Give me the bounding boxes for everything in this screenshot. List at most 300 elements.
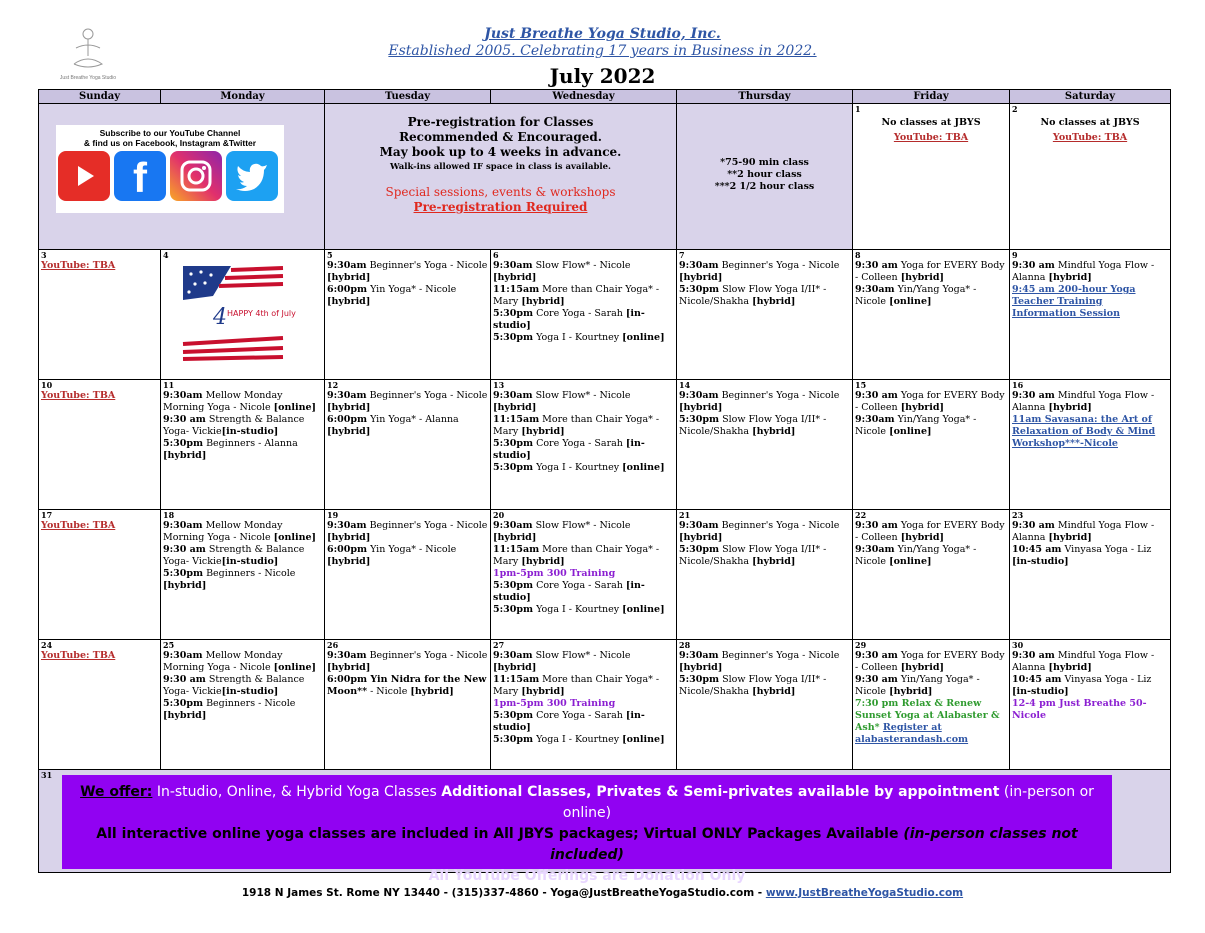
calendar-week-1 xyxy=(39,104,1171,250)
class-entry xyxy=(327,674,488,698)
class-time: 9:30am xyxy=(855,544,895,555)
class-entry xyxy=(493,568,674,580)
class-mode: [hybrid] xyxy=(163,450,207,461)
class-mode: [hybrid] xyxy=(493,272,537,283)
day-cell-20 xyxy=(491,510,677,640)
class-time: 9:30am xyxy=(679,520,719,531)
day-number: 3 xyxy=(41,250,47,260)
weekday-friday: Friday xyxy=(853,90,1010,104)
youtube-link[interactable]: YouTube: TBA xyxy=(1052,132,1128,143)
day-number: 2 xyxy=(1012,104,1018,114)
class-name: Mellow Monday Morning Yoga - Nicole xyxy=(163,520,283,543)
weekday-tuesday: Tuesday xyxy=(325,90,491,104)
class-mode: [hybrid] xyxy=(752,296,796,307)
calendar-week-3 xyxy=(39,380,1171,510)
class-name: Beginner's Yoga - Nicole xyxy=(718,520,840,531)
class-entry xyxy=(855,284,1007,308)
class-time: 5:30pm xyxy=(679,674,720,685)
july-4th-image xyxy=(183,266,296,361)
class-mode: [hybrid] xyxy=(327,556,371,567)
class-entry xyxy=(493,390,674,414)
class-mode: [in-studio] xyxy=(221,686,279,697)
class-entry xyxy=(493,580,674,604)
class-name: Yoga I - Kourtney xyxy=(533,462,623,473)
class-name: Vinyasa Yoga - Liz xyxy=(1061,544,1152,555)
class-mode: [hybrid] xyxy=(1048,272,1092,283)
social-text xyxy=(56,125,284,148)
day-cell-15 xyxy=(853,380,1010,510)
class-time: 10:45 am xyxy=(1012,674,1062,685)
day-cell-25 xyxy=(161,640,325,770)
class-name: Mellow Monday Morning Yoga - Nicole xyxy=(163,650,283,673)
class-name: Yin/Yang Yoga* - Nicole xyxy=(855,544,977,567)
class-name: Mindful Yoga Flow - Alanna xyxy=(1012,260,1155,283)
offer-line-3 xyxy=(62,866,1112,887)
class-name: Yoga I - Kourtney xyxy=(533,332,623,343)
day-number: 31 xyxy=(41,770,53,780)
day-cell-4 xyxy=(161,250,325,380)
class-time: 9:30am xyxy=(163,520,203,531)
class-entry xyxy=(493,710,674,734)
class-mode: [online] xyxy=(622,604,665,615)
youtube-link[interactable]: YouTube: TBA xyxy=(893,132,969,143)
day-cell-9 xyxy=(1010,250,1171,380)
day-cell-17 xyxy=(39,510,161,640)
class-mode: [in-studio] xyxy=(1012,686,1069,697)
class-name: Vinyasa Yoga - Liz xyxy=(1061,674,1152,685)
day-number: 6 xyxy=(493,250,499,260)
class-name: Beginner's Yoga - Nicole xyxy=(718,650,840,661)
class-mode: [in-studio] xyxy=(493,308,645,331)
legend-cell xyxy=(677,104,853,250)
class-mode: [in-studio] xyxy=(493,710,645,733)
special-event: 7:30 pm Relax & Renew Sunset Yoga at Alabaster & Ash* xyxy=(855,698,1000,733)
special-training: 1pm-5pm 300 Training xyxy=(493,568,616,579)
class-time: 9:30 am xyxy=(855,390,898,401)
class-entry xyxy=(1012,260,1168,284)
class-time: 9:30am xyxy=(327,260,367,271)
day-cell-6 xyxy=(491,250,677,380)
class-mode: [online] xyxy=(889,556,932,567)
offer-packages: All interactive online yoga classes are included in All JBYS packages; Virtual ONLY Packages Available xyxy=(96,826,904,842)
offer-in-person-online: (in-person or online) xyxy=(562,784,1094,821)
day-cell-24 xyxy=(39,640,161,770)
calendar-week-4 xyxy=(39,510,1171,640)
youtube-link[interactable]: YouTube: TBA xyxy=(41,260,116,271)
class-entry xyxy=(855,414,1007,438)
day-number: 23 xyxy=(1012,510,1024,520)
day-number: 7 xyxy=(679,250,685,260)
class-name: More than Chair Yoga* - Mary xyxy=(493,674,660,697)
day-cell-7 xyxy=(677,250,853,380)
youtube-link[interactable]: YouTube: TBA xyxy=(41,390,116,401)
class-entry xyxy=(163,650,322,674)
class-time: 11:15am xyxy=(493,414,540,425)
svg-text:4: 4 xyxy=(213,305,227,330)
event-link[interactable]: 9:45 am 200-hour Yoga Teacher Training Information Session xyxy=(1012,284,1136,319)
prereg-cell xyxy=(325,104,677,250)
class-entry xyxy=(855,544,1007,568)
class-entry xyxy=(1012,520,1168,544)
class-time: 5:30pm xyxy=(163,438,204,449)
day-number: 20 xyxy=(493,510,505,520)
day-cell-19 xyxy=(325,510,491,640)
class-time: 10:45 am xyxy=(1012,544,1062,555)
class-mode: [hybrid] xyxy=(493,662,537,673)
day-cell-12 xyxy=(325,380,491,510)
class-entry xyxy=(327,414,488,438)
class-entry xyxy=(855,520,1007,544)
page-header xyxy=(0,0,1205,90)
class-mode: [hybrid] xyxy=(327,272,371,283)
class-name: Slow Flow* - Nicole xyxy=(532,390,631,401)
class-entry xyxy=(1012,674,1168,698)
class-time: 5:30pm xyxy=(679,544,720,555)
day-number: 16 xyxy=(1012,380,1024,390)
class-entry xyxy=(855,650,1007,674)
class-mode: [online] xyxy=(622,332,665,343)
class-entry xyxy=(493,332,674,344)
class-time: 6:00pm xyxy=(327,544,368,555)
day-cell-31 xyxy=(39,770,1171,884)
day-number: 12 xyxy=(327,380,339,390)
class-mode: [hybrid] xyxy=(493,402,537,413)
weekday-sunday: Sunday xyxy=(39,90,161,104)
weekday-header-row xyxy=(39,90,1171,104)
class-time: 9:30am xyxy=(163,390,203,401)
class-time: 9:30 am xyxy=(163,544,206,555)
day-cell-2 xyxy=(1010,104,1171,250)
class-mode: [in-studio] xyxy=(1012,556,1069,567)
class-mode: [hybrid] xyxy=(521,426,565,437)
class-entry xyxy=(163,568,322,592)
day-number: 14 xyxy=(679,380,691,390)
weekday-saturday: Saturday xyxy=(1010,90,1171,104)
class-mode: [hybrid] xyxy=(1048,532,1092,543)
class-entry xyxy=(1012,650,1168,674)
day-number: 15 xyxy=(855,380,867,390)
class-name: Yoga for EVERY Body - Colleen xyxy=(855,650,1005,673)
class-name: Yoga I - Kourtney xyxy=(533,734,623,745)
class-time: 9:30am xyxy=(493,650,533,661)
class-name: Beginner's Yoga - Nicole xyxy=(366,260,488,271)
class-name: Strength & Balance Yoga- Vickie xyxy=(163,674,305,697)
facebook-icon[interactable] xyxy=(114,151,166,201)
class-name: More than Chair Yoga* - Mary xyxy=(493,284,660,307)
class-entry xyxy=(493,734,674,746)
org-name[interactable]: Just Breathe Yoga Studio, Inc. xyxy=(484,26,721,42)
org-tagline[interactable]: Established 2005. Celebrating 17 years in Business in 2022. xyxy=(388,43,817,59)
prereg-line-5: Special sessions, events & workshops xyxy=(385,185,616,199)
day-cell-28 xyxy=(677,640,853,770)
class-mode: [hybrid] xyxy=(900,402,945,413)
social-line-2: & find us on Facebook, Instagram &Twitter xyxy=(83,138,257,148)
class-mode: [hybrid] xyxy=(679,272,723,283)
class-entry xyxy=(493,544,674,568)
class-entry xyxy=(493,674,674,698)
class-time: 9:30am xyxy=(855,284,895,295)
class-time: 9:30 am xyxy=(1012,520,1055,531)
month-title: July 2022 xyxy=(549,64,656,88)
calendar-grid xyxy=(38,89,1171,884)
calendar-weeks xyxy=(39,250,1171,770)
day-number: 25 xyxy=(163,640,175,650)
class-mode: [hybrid] xyxy=(900,662,945,673)
class-time: 11:15am xyxy=(493,544,540,555)
class-name: Yin Yoga* - Alanna xyxy=(367,414,459,425)
class-time: 11:15am xyxy=(493,284,540,295)
class-entry xyxy=(493,698,674,710)
class-name: More than Chair Yoga* - Mary xyxy=(493,414,660,437)
special-training: 1pm-5pm 300 Training xyxy=(493,698,616,709)
class-name: Strength & Balance Yoga- Vickie xyxy=(163,544,305,567)
class-time: 5:30pm xyxy=(493,438,534,449)
class-mode: [hybrid] xyxy=(327,532,371,543)
class-mode: [hybrid] xyxy=(163,710,207,721)
day-cell-27 xyxy=(491,640,677,770)
class-entry xyxy=(679,544,850,568)
class-mode: [hybrid] xyxy=(1048,662,1092,673)
day-cell-11 xyxy=(161,380,325,510)
class-name: Yoga for EVERY Body - Colleen xyxy=(855,520,1005,543)
class-mode: [hybrid] xyxy=(679,402,723,413)
youtube-icon[interactable] xyxy=(58,151,110,201)
duration-legend xyxy=(679,105,850,193)
class-entry xyxy=(855,674,1007,698)
day-number: 29 xyxy=(855,640,867,650)
class-mode: [online] xyxy=(273,532,317,543)
class-time: 5:30pm xyxy=(493,710,534,721)
class-mode: [in-studio] xyxy=(221,426,279,437)
class-name: Mindful Yoga Flow - Alanna xyxy=(1012,390,1155,413)
day-number: 13 xyxy=(493,380,505,390)
day-cell-8 xyxy=(853,250,1010,380)
class-entry xyxy=(163,390,322,414)
social-cell xyxy=(39,104,325,250)
day-number: 30 xyxy=(1012,640,1024,650)
prereg-notice xyxy=(327,105,674,215)
class-name: Slow Flow* - Nicole xyxy=(532,650,631,661)
class-time: 9:30am xyxy=(327,390,367,401)
calendar-week-2 xyxy=(39,250,1171,380)
youtube-link[interactable]: YouTube: TBA xyxy=(41,520,116,531)
day-cell-3 xyxy=(39,250,161,380)
class-time: 11:15am xyxy=(493,674,540,685)
class-entry xyxy=(679,390,850,414)
youtube-link[interactable]: YouTube: TBA xyxy=(41,650,116,661)
legend-line-3: ***2 1/2 hour class xyxy=(714,181,815,192)
class-mode: [hybrid] xyxy=(679,532,723,543)
offer-banner xyxy=(62,775,1112,884)
prereg-line-1: Pre-registration for Classes xyxy=(407,115,594,129)
calendar-week-5 xyxy=(39,640,1171,770)
class-entry xyxy=(327,544,488,568)
class-entry xyxy=(679,520,850,544)
calendar-last-row xyxy=(39,770,1171,873)
footer-contact: 1918 N James St. Rome NY 13440 - (315)337-4860 - Yoga@JustBreatheYogaStudio.com - xyxy=(241,887,766,899)
class-time: 9:30am xyxy=(679,650,719,661)
instagram-icon[interactable] xyxy=(170,151,222,201)
class-entry xyxy=(679,414,850,438)
day-cell-16 xyxy=(1010,380,1171,510)
day-number: 5 xyxy=(327,250,333,260)
class-entry xyxy=(163,520,322,544)
class-mode: [hybrid] xyxy=(521,296,565,307)
class-entry xyxy=(855,390,1007,414)
class-mode: [online] xyxy=(889,426,932,437)
class-mode: [hybrid] xyxy=(327,662,371,673)
class-mode: [hybrid] xyxy=(410,686,454,697)
class-mode: [in-studio] xyxy=(493,438,645,461)
class-mode: [in-studio] xyxy=(493,580,645,603)
day-number: 28 xyxy=(679,640,691,650)
class-time: 5:30pm xyxy=(493,734,534,745)
day-number: 1 xyxy=(855,104,861,114)
july4-caption: HAPPY 4th of July xyxy=(227,309,296,318)
class-mode: [hybrid] xyxy=(900,272,945,283)
day-cell-5 xyxy=(325,250,491,380)
svg-text:f: f xyxy=(133,154,147,201)
class-entry xyxy=(493,462,674,474)
class-name: Mellow Monday Morning Yoga - Nicole xyxy=(163,390,283,413)
class-entry xyxy=(493,308,674,332)
day-cell-30 xyxy=(1010,640,1171,770)
event-link[interactable]: Register at alabasterandash.com xyxy=(855,722,969,745)
class-name: Yoga for EVERY Body - Colleen xyxy=(855,390,1005,413)
class-time: 9:30 am xyxy=(855,674,898,685)
class-entry xyxy=(327,520,488,544)
day-cell-22 xyxy=(853,510,1010,640)
class-mode: [hybrid] xyxy=(900,532,945,543)
class-time: 9:30am xyxy=(327,650,367,661)
class-time: 5:30pm xyxy=(493,308,534,319)
day-cell-14 xyxy=(677,380,853,510)
class-entry xyxy=(327,260,488,284)
class-name: Core Yoga - Sarah xyxy=(533,438,626,449)
class-entry xyxy=(163,544,322,568)
day-cell-10 xyxy=(39,380,161,510)
class-entry xyxy=(493,520,674,544)
class-name: Yin Yoga* - Nicole xyxy=(367,544,457,555)
prereg-line-3: May book up to 4 weeks in advance. xyxy=(379,145,622,159)
class-name: Slow Flow* - Nicole xyxy=(532,520,631,531)
no-classes-text: No classes at JBYS xyxy=(1040,117,1140,128)
event-link[interactable]: 11am Savasana: the Art of Relaxation of Body & Mind Workshop***-Nicole xyxy=(1012,414,1156,449)
class-time: 6:00pm Yin Nidra for the New Moon** xyxy=(327,674,487,697)
class-time: 9:30am xyxy=(327,520,367,531)
day-number: 22 xyxy=(855,510,867,520)
class-name: Yoga for EVERY Body - Colleen xyxy=(855,260,1005,283)
class-name: Core Yoga - Sarah xyxy=(533,710,626,721)
class-entry xyxy=(327,284,488,308)
class-time: 9:30 am xyxy=(1012,260,1055,271)
class-time: 5:30pm xyxy=(163,568,204,579)
day-number: 24 xyxy=(41,640,53,650)
class-time: 5:30pm xyxy=(493,580,534,591)
class-name: Strength & Balance Yoga- Vickie xyxy=(163,414,305,437)
prereg-line-2: Recommended & Encouraged. xyxy=(399,130,602,144)
offer-line-2 xyxy=(62,824,1112,866)
class-mode: [hybrid] xyxy=(521,686,565,697)
class-entry xyxy=(163,438,322,462)
prereg-line-4: Walk-ins allowed IF space in class is available. xyxy=(389,162,612,172)
class-time: 6:00pm xyxy=(327,414,368,425)
day-number: 27 xyxy=(493,640,505,650)
class-mode: [online] xyxy=(273,402,317,413)
class-name: Mindful Yoga Flow - Alanna xyxy=(1012,520,1155,543)
class-mode: [hybrid] xyxy=(327,426,371,437)
prereg-required-link[interactable]: Pre-registration Required xyxy=(413,200,588,214)
day-cell-13 xyxy=(491,380,677,510)
day-number: 17 xyxy=(41,510,53,520)
offer-not-included: (in-person classes not included) xyxy=(550,826,1078,863)
class-entry xyxy=(1012,544,1168,568)
class-name: Yin Yoga* - Nicole xyxy=(367,284,457,295)
day-number: 8 xyxy=(855,250,861,260)
offer-privates: Additional Classes, Privates & Semi-privates available by appointment xyxy=(441,784,1000,800)
class-time: 9:30 am xyxy=(163,674,206,685)
class-name: Slow Flow Yoga I/II* - Nicole/Shakha xyxy=(679,544,827,567)
class-mode: [online] xyxy=(622,734,665,745)
class-name: Beginner's Yoga - Nicole xyxy=(366,520,488,531)
class-name: - Nicole xyxy=(367,686,411,697)
day-cell-21 xyxy=(677,510,853,640)
footer-website-link[interactable]: www.JustBreatheYogaStudio.com xyxy=(765,887,964,899)
class-mode: [online] xyxy=(273,662,317,673)
class-mode: [hybrid] xyxy=(679,662,723,673)
class-time: 9:30am xyxy=(163,650,203,661)
class-time: 5:30pm xyxy=(163,698,204,709)
class-name: Yin/Yang Yoga* - Nicole xyxy=(855,414,977,437)
weekday-monday: Monday xyxy=(161,90,325,104)
class-time: 5:30pm xyxy=(493,604,534,615)
class-entry xyxy=(493,650,674,674)
weekday-thursday: Thursday xyxy=(677,90,853,104)
day-number: 21 xyxy=(679,510,691,520)
offer-line-1 xyxy=(62,782,1112,824)
day-number: 18 xyxy=(163,510,175,520)
twitter-icon[interactable] xyxy=(226,151,278,201)
offer-label: We offer: xyxy=(80,784,153,800)
class-name: Slow Flow Yoga I/II* - Nicole/Shakha xyxy=(679,674,827,697)
class-time: 9:30am xyxy=(493,520,533,531)
class-mode: [hybrid] xyxy=(752,426,796,437)
no-classes-text: No classes at JBYS xyxy=(881,117,981,128)
class-entry xyxy=(679,674,850,698)
day-cell-26 xyxy=(325,640,491,770)
weekday-wednesday: Wednesday xyxy=(491,90,677,104)
class-name: Slow Flow* - Nicole xyxy=(532,260,631,271)
class-time: 5:30pm xyxy=(679,414,720,425)
social-icons xyxy=(56,148,284,201)
class-entry xyxy=(493,414,674,438)
social-banner[interactable] xyxy=(56,125,284,213)
class-entry xyxy=(493,604,674,616)
class-entry xyxy=(493,260,674,284)
day-cell-23 xyxy=(1010,510,1171,640)
class-time: 6:00pm xyxy=(327,284,368,295)
class-name: Yin/Yang Yoga* - Nicole xyxy=(855,674,980,697)
day-number: 9 xyxy=(1012,250,1018,260)
class-name: Core Yoga - Sarah xyxy=(533,308,626,319)
class-name: Beginners - Nicole xyxy=(203,698,296,709)
offer-class-types: In-studio, Online, & Hybrid Yoga Classes xyxy=(152,784,442,800)
class-name: Mindful Yoga Flow - Alanna xyxy=(1012,650,1155,673)
class-time: 9:30 am xyxy=(1012,390,1055,401)
legend-line-1: *75-90 min class xyxy=(720,157,809,168)
page-footer xyxy=(0,887,1205,899)
day-cell-1 xyxy=(853,104,1010,250)
